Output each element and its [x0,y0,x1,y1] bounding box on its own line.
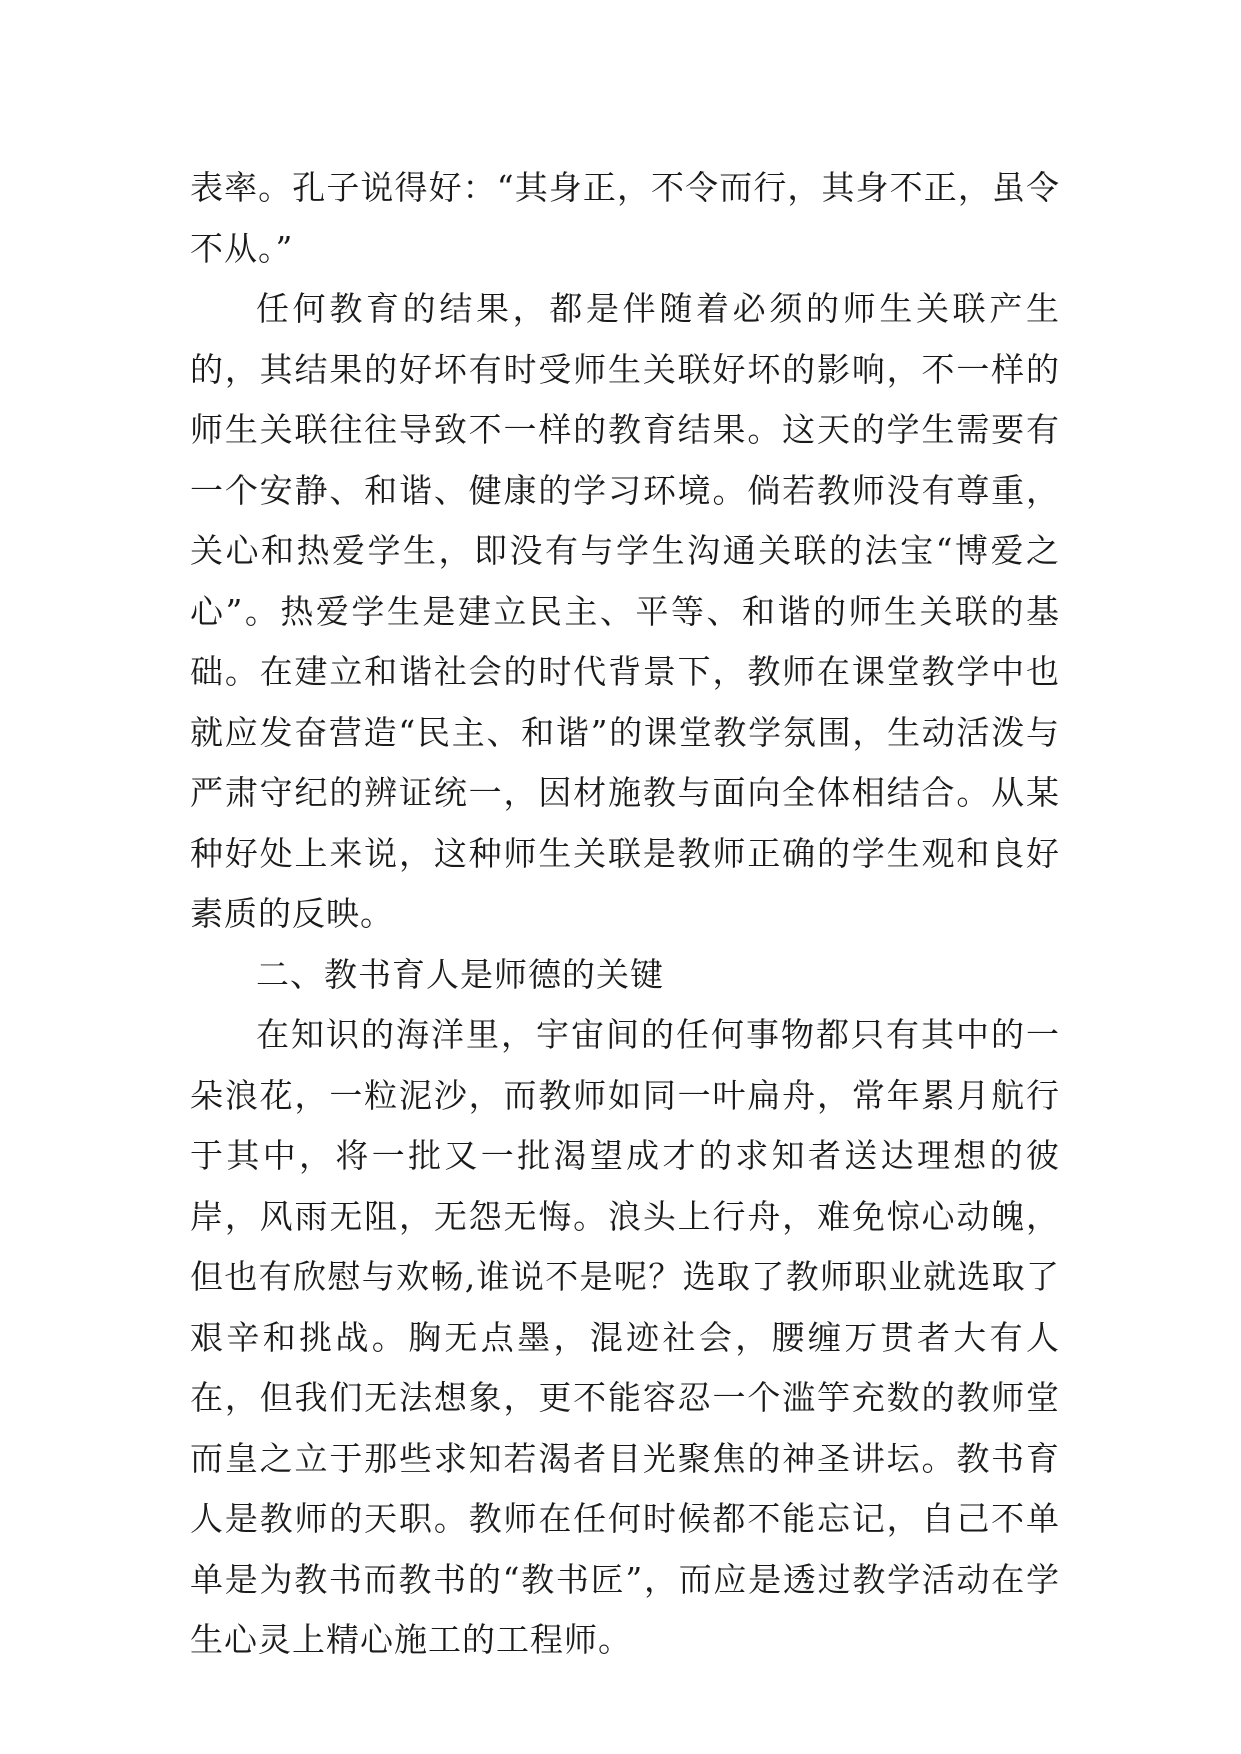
paragraph-teacher-student-relations: 任何教育的结果，都是伴随着必须的师生关联产生的，其结果的好坏有时受师生关联好坏的影响，不一样的师生关联往往导致不一样的教育结果。这天的学生需要有一个安静、和谐、健康的学习环境。倘若教师没有尊重，关心和热爱学生，即没有与学生沟通关联的法宝“博爱之心”。热爱学生是建立民主、平等、和谐的师生关联的基础。在建立和谐社会的时代背景下，教师在课堂教学中也就应发奋营造“民主、和谐”的课堂教学氛围，生动活泼与严肃守纪的辨证统一，因材施教与面向全体相结合。从某种好处上来说，这种师生关联是教师正确的学生观和良好素质的反映。 [190,289,1060,933]
paragraph-teaching-and-educating: 在知识的海洋里，宇宙间的任何事物都只有其中的一朵浪花，一粒泥沙，而教师如同一叶扁舟，常年累月航行于其中，将一批又一批渴望成才的求知者送达理想的彼岸，风雨无阻，无怨无悔。浪头上行舟，难免惊心动魄，但也有欣慰与欢畅,谁说不是呢？选取了教师职业就选取了艰辛和挑战。胸无点墨，混迹社会，腰缠万贯者大有人在，但我们无法想象，更不能容忍一个滥竽充数的教师堂而皇之立于那些求知若渴者目光聚焦的神圣讲坛。教书育人是教师的天职。教师在任何时候都不能忘记，自己不单单是为教书而教书的“教书匠”，而应是透过教学活动在学生心灵上精心施工的工程师。 [190,1015,1060,1659]
paragraph-continuation: 表率。孔子说得好：“其身正，不令而行，其身不正，虽令不从。” [190,168,1060,268]
section-heading: 二、教书育人是师德的关键 [256,954,664,994]
document-body [190,158,1060,1671]
